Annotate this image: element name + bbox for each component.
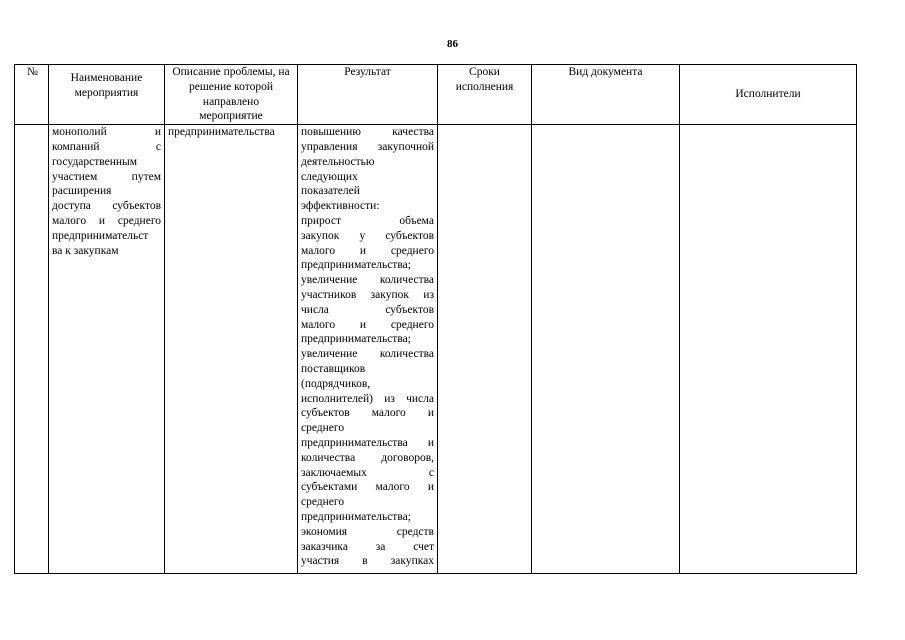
result-text-line: показателей [301,185,360,198]
result-text-line: среднего [301,496,345,509]
result-text-line: деятельностью [301,155,375,168]
header-doc-type: Вид документа [532,65,680,125]
name-text-line: малого и среднего [52,214,161,227]
result-text-line: участия в закупках [301,555,434,568]
result-text-line: субъектами малого и [301,481,434,494]
result-text-line: предпринимательства; [301,510,411,523]
result-text-line: участников закупок из [301,288,434,301]
cell-executors [680,125,857,574]
result-text-line: количества договоров, [301,451,434,464]
result-text-line: субъектов малого и [301,407,434,420]
page-number: 86 [447,38,458,50]
cell-doc-type [532,125,680,574]
result-text-line: исполнителей) из числа [301,392,434,405]
result-text-line: экономия средств [301,525,434,538]
table-row [15,125,857,574]
result-text-line: следующих [301,170,358,183]
result-text-line: малого и среднего [301,244,434,257]
name-text-line: компаний с [52,140,161,153]
result-text-line: управления закупочной [301,140,434,153]
name-text-line: ва к закупкам [52,244,119,257]
table-header-row [15,65,857,125]
header-number: № [15,65,49,125]
cell-deadline [438,125,532,574]
header-result: Результат [298,65,438,125]
result-text-line: эффективности: [301,200,380,213]
result-text-line: (подрядчиков, [301,377,371,390]
name-text-line: предпринимательст [52,229,149,242]
name-text-line: монополий и [52,126,161,139]
result-text-line: увеличение количества [301,274,434,287]
name-text-line: доступа субъектов [52,200,161,213]
cell-name [49,125,165,574]
header-executors: Исполнители [680,65,857,125]
result-text-line: поставщиков [301,362,366,375]
name-text [52,125,161,258]
result-text-line: увеличение количества [301,348,434,361]
result-text-line: прирост объема [301,214,434,227]
name-text-line: расширения [52,185,112,198]
cell-problem: предпринимательства [165,125,298,574]
result-text-line: предпринимательства и [301,436,434,449]
result-text-line: заказчика за счет [301,540,434,553]
result-text-line: закупок у субъектов [301,229,434,242]
result-text [301,125,434,569]
name-text-line: государственным [52,155,138,168]
result-text-line: среднего [301,422,345,435]
result-text-line: повышению качества [301,126,434,139]
result-text-line: заключаемых с [301,466,434,479]
header-name: Наименование мероприятия [49,65,165,125]
measures-table [14,64,857,574]
header-problem: Описание проблемы, на решение которой направлено мероприятие [165,65,298,125]
name-text-line: участием путем [52,170,161,183]
result-text-line: числа субъектов [301,303,434,316]
result-text-line: предпринимательства; [301,333,411,346]
result-text-line: малого и среднего [301,318,434,331]
cell-result [298,125,438,574]
cell-number [15,125,49,574]
result-text-line: предпринимательства; [301,259,411,272]
header-deadline: Сроки исполнения [438,65,532,125]
